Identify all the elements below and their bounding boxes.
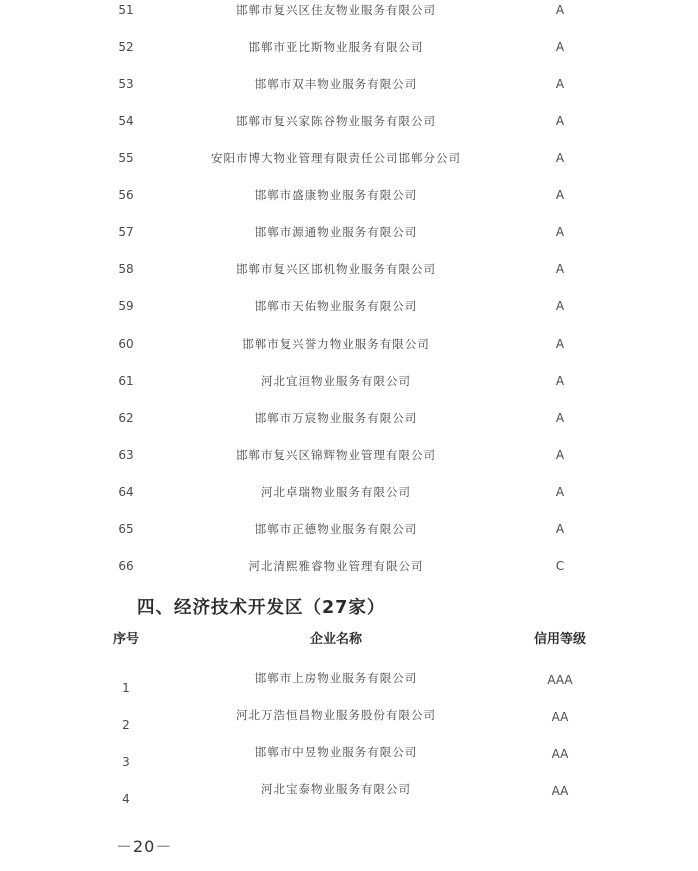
credit-grade: A (555, 485, 565, 499)
table-row (0, 0, 698, 20)
credit-grade: C (555, 559, 565, 573)
company-name: 邯郸市源通物业服务有限公司 (254, 225, 418, 239)
credit-grade: A (555, 3, 565, 17)
company-name: 邯郸市双丰物业服务有限公司 (254, 77, 418, 91)
table-row (0, 148, 698, 168)
table-row (0, 37, 698, 57)
row-number: 55 (118, 151, 134, 165)
row-number: 62 (118, 411, 134, 425)
column-header-company-name: 企业名称 (309, 632, 362, 647)
table-row (0, 334, 698, 354)
row-number: 53 (118, 77, 134, 91)
row-number: 63 (118, 448, 134, 462)
row-number: 52 (118, 40, 134, 54)
credit-grade: A (555, 337, 565, 351)
company-name: 河北万浩恒昌物业服务股份有限公司 (236, 708, 436, 722)
company-name: 邯郸市正德物业服务有限公司 (254, 522, 418, 536)
table-row (0, 185, 698, 205)
page-number: －20－ (116, 837, 173, 856)
company-name: 邯郸市复兴区锦辉物业管理有限公司 (236, 448, 436, 462)
credit-grade: AAA (547, 673, 573, 687)
company-name: 邯郸市亚比斯物业服务有限公司 (248, 40, 424, 54)
row-number: 65 (118, 522, 134, 536)
row-number: 54 (118, 114, 134, 128)
table-row (0, 259, 698, 279)
row-number: 61 (118, 374, 134, 388)
company-name: 邯郸市复兴区住友物业服务有限公司 (236, 3, 436, 17)
credit-grade: A (555, 448, 565, 462)
credit-grade: A (555, 225, 565, 239)
credit-grade: A (555, 40, 565, 54)
credit-grade: A (555, 411, 565, 425)
company-name: 邯郸市复兴誉力物业服务有限公司 (242, 337, 430, 351)
table-row (0, 519, 698, 539)
row-number: 57 (118, 225, 134, 239)
credit-grade: A (555, 114, 565, 128)
company-name: 邯郸市上房物业服务有限公司 (254, 671, 418, 685)
table-row (0, 742, 698, 769)
row-number: 4 (122, 792, 130, 806)
row-number: 64 (118, 485, 134, 499)
company-name: 安阳市博大物业管理有限责任公司邯郸分公司 (211, 151, 461, 165)
credit-grade: A (555, 77, 565, 91)
company-name: 河北宝泰物业服务有限公司 (261, 782, 411, 796)
company-name: 河北清熙雅睿物业管理有限公司 (248, 559, 424, 573)
row-number: 59 (118, 299, 134, 313)
table-row (0, 371, 698, 391)
company-name: 邯郸市天佑物业服务有限公司 (254, 299, 418, 313)
table-row (0, 556, 698, 576)
credit-grade: A (555, 374, 565, 388)
company-name: 邯郸市盛康物业服务有限公司 (254, 188, 418, 202)
row-number: 60 (118, 337, 134, 351)
section-heading: 四、经济技术开发区（27家） (137, 598, 386, 618)
credit-grade: AA (551, 747, 569, 761)
table-row (0, 779, 698, 806)
company-name: 邯郸市复兴区邯机物业服务有限公司 (236, 262, 436, 276)
company-name: 邯郸市复兴家陈谷物业服务有限公司 (236, 114, 436, 128)
table-row (0, 705, 698, 732)
column-header-number: 序号 (112, 632, 139, 647)
row-number: 51 (118, 3, 134, 17)
row-number: 66 (118, 559, 134, 573)
table-row (0, 408, 698, 428)
credit-grade: AA (551, 710, 569, 724)
table-row (0, 482, 698, 502)
credit-grade: A (555, 188, 565, 202)
table-row (0, 296, 698, 316)
row-number: 58 (118, 262, 134, 276)
company-name: 邯郸市万宸物业服务有限公司 (254, 411, 418, 425)
company-name: 邯郸市中昱物业服务有限公司 (254, 745, 418, 759)
row-number: 56 (118, 188, 134, 202)
credit-grade: A (555, 522, 565, 536)
column-header-credit-grade: 信用等级 (533, 632, 586, 647)
table-row (0, 668, 698, 695)
company-name: 河北宜洹物业服务有限公司 (261, 374, 411, 388)
company-name: 河北卓瑞物业服务有限公司 (261, 485, 411, 499)
row-number: 1 (122, 681, 130, 695)
credit-grade: A (555, 299, 565, 313)
credit-grade: A (555, 151, 565, 165)
credit-grade: AA (551, 784, 569, 798)
table-row (0, 445, 698, 465)
row-number: 2 (122, 718, 130, 732)
credit-grade: A (555, 262, 565, 276)
table-row (0, 74, 698, 94)
row-number: 3 (122, 755, 130, 769)
table-row (0, 111, 698, 131)
table-row (0, 222, 698, 242)
